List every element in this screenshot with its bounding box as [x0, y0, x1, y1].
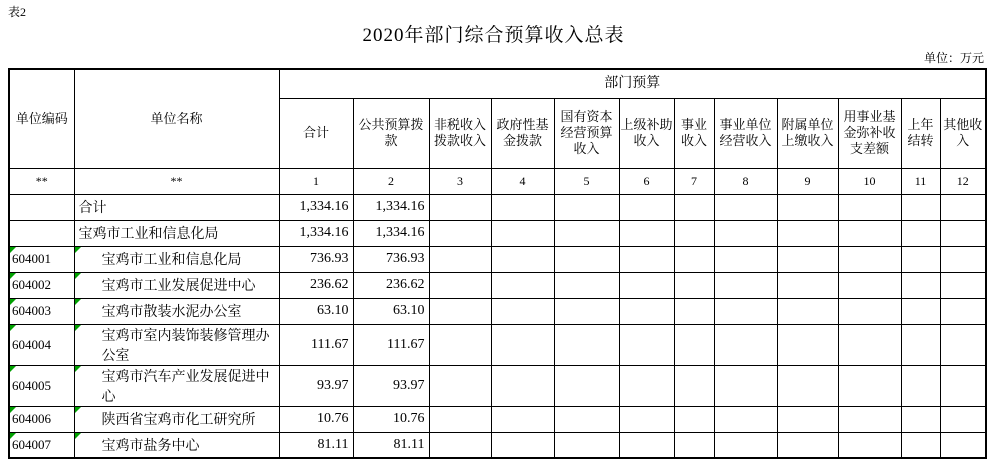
value-cell[interactable] — [777, 324, 838, 365]
value-cell[interactable]: 93.97 — [279, 365, 353, 406]
value-cell[interactable] — [554, 220, 619, 246]
value-cell[interactable]: 81.11 — [353, 432, 429, 458]
header-unit-name[interactable]: 单位名称 — [74, 69, 279, 168]
value-cell[interactable] — [674, 220, 714, 246]
header-col-other[interactable]: 其他收入 — [940, 98, 986, 168]
value-cell[interactable] — [491, 365, 554, 406]
index-cell[interactable]: ** — [9, 168, 74, 194]
value-cell[interactable]: 63.10 — [353, 298, 429, 324]
value-cell[interactable] — [429, 194, 491, 220]
value-cell[interactable] — [674, 272, 714, 298]
page-title: 2020年部门综合预算收入总表 — [362, 25, 625, 46]
value-cell[interactable] — [554, 272, 619, 298]
value-cell[interactable] — [940, 298, 986, 324]
error-indicator-icon — [10, 247, 16, 253]
value-cell[interactable]: 1,334.16 — [279, 220, 353, 246]
header-col-gov-fund[interactable]: 政府性基金拨款 — [491, 98, 554, 168]
header-col-state-capital[interactable]: 国有资本经营预算收入 — [554, 98, 619, 168]
error-indicator-icon — [75, 433, 81, 439]
table-row — [9, 324, 986, 365]
error-indicator-icon — [10, 273, 16, 279]
value-cell[interactable]: 736.93 — [353, 246, 429, 272]
index-cell[interactable]: 10 — [838, 168, 901, 194]
value-cell[interactable] — [619, 246, 674, 272]
value-cell[interactable] — [429, 406, 491, 432]
unit-name-cell[interactable] — [74, 272, 279, 298]
header-department-budget[interactable]: 部门预算 — [279, 69, 986, 98]
unit-code-text: 604003 — [12, 303, 51, 318]
value-cell[interactable] — [940, 194, 986, 220]
value-cell[interactable] — [491, 194, 554, 220]
value-cell[interactable]: 1,334.16 — [353, 220, 429, 246]
value-cell[interactable] — [777, 406, 838, 432]
unit-name-text: 宝鸡市室内装饰装修管理办公室 — [101, 328, 270, 364]
table-row — [9, 432, 986, 458]
value-cell[interactable]: 111.67 — [279, 324, 353, 365]
unit-code-cell[interactable] — [9, 406, 74, 432]
header-col-carryover[interactable]: 上年结转 — [901, 98, 940, 168]
unit-name-cell[interactable] — [74, 194, 279, 220]
value-cell[interactable] — [429, 324, 491, 365]
value-cell[interactable] — [838, 194, 901, 220]
unit-name-text: 宝鸡市汽车产业发展促进中心 — [101, 369, 270, 405]
value-cell[interactable] — [429, 365, 491, 406]
unit-code-text: 604004 — [12, 336, 51, 352]
unit-name-text: 宝鸡市散装水泥办公室 — [101, 305, 242, 320]
value-cell[interactable] — [940, 432, 986, 458]
value-cell[interactable] — [777, 365, 838, 406]
value-cell[interactable] — [714, 194, 777, 220]
value-cell[interactable] — [491, 220, 554, 246]
value-cell[interactable] — [714, 324, 777, 365]
value-cell[interactable] — [838, 220, 901, 246]
value-cell[interactable]: 236.62 — [279, 272, 353, 298]
value-cell[interactable] — [554, 246, 619, 272]
header-row-group — [9, 69, 986, 98]
value-cell[interactable] — [901, 220, 940, 246]
index-cell[interactable]: 11 — [901, 168, 940, 194]
unit-name-text: 合计 — [78, 201, 107, 216]
value-cell[interactable] — [491, 324, 554, 365]
index-cell[interactable]: 3 — [429, 168, 491, 194]
table-row — [9, 194, 986, 220]
header-row-index — [9, 168, 986, 194]
value-cell[interactable] — [838, 272, 901, 298]
unit-name-cell[interactable] — [74, 365, 279, 406]
unit-code-text: 604007 — [12, 436, 51, 452]
value-cell[interactable] — [619, 432, 674, 458]
value-cell[interactable] — [554, 432, 619, 458]
value-cell[interactable]: 63.10 — [279, 298, 353, 324]
value-cell[interactable] — [901, 246, 940, 272]
value-cell[interactable] — [777, 298, 838, 324]
header-col-business-income[interactable]: 事业收入 — [674, 98, 714, 168]
table-row — [9, 220, 986, 246]
error-indicator-icon — [10, 299, 16, 305]
value-cell[interactable] — [491, 406, 554, 432]
value-cell[interactable] — [777, 272, 838, 298]
value-cell[interactable] — [619, 324, 674, 365]
value-cell[interactable] — [714, 298, 777, 324]
sheet-label: 表2 — [8, 5, 27, 19]
header-col-nontax[interactable]: 非税收入拨款收入 — [429, 98, 491, 168]
unit-name-cell[interactable] — [74, 406, 279, 432]
value-cell[interactable] — [940, 272, 986, 298]
value-cell[interactable] — [714, 365, 777, 406]
value-cell[interactable] — [940, 220, 986, 246]
value-cell[interactable] — [901, 365, 940, 406]
table-row — [9, 272, 986, 298]
value-cell[interactable] — [940, 324, 986, 365]
value-cell[interactable] — [674, 365, 714, 406]
table-row — [9, 365, 986, 406]
unit-code-cell[interactable] — [9, 194, 74, 220]
budget-income-table — [8, 68, 987, 459]
unit-name-cell[interactable] — [74, 324, 279, 365]
header-col-superior-subsidy[interactable]: 上级补助收入 — [619, 98, 674, 168]
error-indicator-icon — [75, 273, 81, 279]
value-cell[interactable] — [940, 365, 986, 406]
value-cell[interactable]: 10.76 — [279, 406, 353, 432]
header-col-business-operating[interactable]: 事业单位经营收入 — [714, 98, 777, 168]
index-cell[interactable]: 7 — [674, 168, 714, 194]
error-indicator-icon — [75, 325, 81, 331]
index-cell[interactable]: 5 — [554, 168, 619, 194]
unit-code-cell[interactable] — [9, 365, 74, 406]
unit-code-cell[interactable] — [9, 324, 74, 365]
value-cell[interactable] — [429, 298, 491, 324]
value-cell[interactable] — [901, 324, 940, 365]
unit-name-text: 宝鸡市盐务中心 — [101, 438, 200, 454]
value-cell[interactable]: 81.11 — [279, 432, 353, 458]
value-cell[interactable]: 10.76 — [353, 406, 429, 432]
value-cell[interactable] — [674, 324, 714, 365]
value-cell[interactable] — [619, 298, 674, 324]
value-cell[interactable] — [901, 432, 940, 458]
unit-name-cell[interactable] — [74, 220, 279, 246]
index-cell[interactable]: ** — [74, 168, 279, 194]
value-cell[interactable] — [554, 298, 619, 324]
value-cell[interactable] — [838, 246, 901, 272]
value-cell[interactable] — [777, 432, 838, 458]
value-cell[interactable] — [619, 365, 674, 406]
value-cell[interactable] — [619, 220, 674, 246]
unit-code-cell[interactable] — [9, 246, 74, 272]
value-cell[interactable] — [940, 406, 986, 432]
value-cell[interactable]: 111.67 — [353, 324, 429, 365]
value-cell[interactable] — [714, 220, 777, 246]
value-cell[interactable] — [491, 298, 554, 324]
value-cell[interactable] — [554, 324, 619, 365]
error-indicator-icon — [10, 366, 16, 372]
value-cell[interactable] — [777, 246, 838, 272]
value-cell[interactable] — [554, 406, 619, 432]
unit-code-cell[interactable] — [9, 432, 74, 458]
unit-code-cell[interactable] — [9, 220, 74, 246]
value-cell[interactable] — [554, 365, 619, 406]
value-cell[interactable] — [901, 298, 940, 324]
unit-name-cell[interactable] — [74, 246, 279, 272]
index-cell[interactable]: 8 — [714, 168, 777, 194]
value-cell[interactable] — [674, 298, 714, 324]
value-cell[interactable] — [554, 194, 619, 220]
value-cell[interactable] — [838, 324, 901, 365]
value-cell[interactable] — [777, 220, 838, 246]
table-row — [9, 246, 986, 272]
value-cell[interactable] — [940, 246, 986, 272]
unit-code-text: 604002 — [12, 277, 51, 292]
value-cell[interactable] — [901, 194, 940, 220]
index-cell[interactable]: 2 — [353, 168, 429, 194]
value-cell[interactable] — [619, 406, 674, 432]
unit-code-cell[interactable] — [9, 272, 74, 298]
index-cell[interactable]: 12 — [940, 168, 986, 194]
value-cell[interactable] — [674, 194, 714, 220]
unit-name-cell[interactable] — [74, 298, 279, 324]
unit-name-text: 宝鸡市工业和信息化局 — [78, 227, 219, 242]
value-cell[interactable]: 736.93 — [279, 246, 353, 272]
unit-code-text: 604005 — [12, 377, 51, 393]
table-row — [9, 406, 986, 432]
index-cell[interactable]: 6 — [619, 168, 674, 194]
value-cell[interactable]: 1,334.16 — [353, 194, 429, 220]
index-cell[interactable]: 1 — [279, 168, 353, 194]
value-cell[interactable] — [491, 272, 554, 298]
error-indicator-icon — [75, 366, 81, 372]
unit-name-text: 宝鸡市工业发展促进中心 — [101, 279, 256, 294]
unit-note: 单位：万元 — [923, 51, 984, 65]
value-cell[interactable] — [429, 220, 491, 246]
value-cell[interactable] — [838, 365, 901, 406]
value-cell[interactable] — [714, 406, 777, 432]
error-indicator-icon — [10, 433, 16, 439]
error-indicator-icon — [75, 247, 81, 253]
value-cell[interactable] — [838, 406, 901, 432]
error-indicator-icon — [75, 299, 81, 305]
error-indicator-icon — [10, 325, 16, 331]
value-cell[interactable]: 236.62 — [353, 272, 429, 298]
value-cell[interactable] — [714, 272, 777, 298]
value-cell[interactable] — [838, 298, 901, 324]
index-cell[interactable]: 4 — [491, 168, 554, 194]
value-cell[interactable] — [674, 406, 714, 432]
value-cell[interactable] — [674, 246, 714, 272]
header-col-fund-balance[interactable]: 用事业基金弥补收支差额 — [838, 98, 901, 168]
value-cell[interactable]: 1,334.16 — [279, 194, 353, 220]
value-cell[interactable] — [491, 432, 554, 458]
table-body — [9, 194, 986, 458]
error-indicator-icon — [10, 407, 16, 413]
unit-code-text: 604001 — [12, 251, 51, 266]
unit-name-text: 陕西省宝鸡市化工研究所 — [101, 413, 256, 428]
unit-name-text: 宝鸡市工业和信息化局 — [101, 253, 242, 268]
value-cell[interactable] — [429, 246, 491, 272]
unit-code-text: 604006 — [12, 411, 51, 426]
value-cell[interactable] — [619, 194, 674, 220]
value-cell[interactable] — [838, 432, 901, 458]
value-cell[interactable] — [429, 432, 491, 458]
value-cell[interactable] — [777, 194, 838, 220]
value-cell[interactable] — [714, 246, 777, 272]
index-cell[interactable]: 9 — [777, 168, 838, 194]
value-cell[interactable] — [901, 406, 940, 432]
value-cell[interactable] — [901, 272, 940, 298]
header-col-public-budget[interactable]: 公共预算拨款 — [353, 98, 429, 168]
value-cell[interactable] — [429, 272, 491, 298]
value-cell[interactable] — [619, 272, 674, 298]
unit-code-cell[interactable] — [9, 298, 74, 324]
value-cell[interactable] — [714, 432, 777, 458]
table-row — [9, 298, 986, 324]
value-cell[interactable] — [491, 246, 554, 272]
header-col-affiliate-remit[interactable]: 附属单位上缴收入 — [777, 98, 838, 168]
header-col-total[interactable]: 合计 — [279, 98, 353, 168]
value-cell[interactable] — [674, 432, 714, 458]
unit-name-cell[interactable] — [74, 432, 279, 458]
value-cell[interactable]: 93.97 — [353, 365, 429, 406]
header-unit-code[interactable]: 单位编码 — [9, 69, 74, 168]
error-indicator-icon — [75, 407, 81, 413]
